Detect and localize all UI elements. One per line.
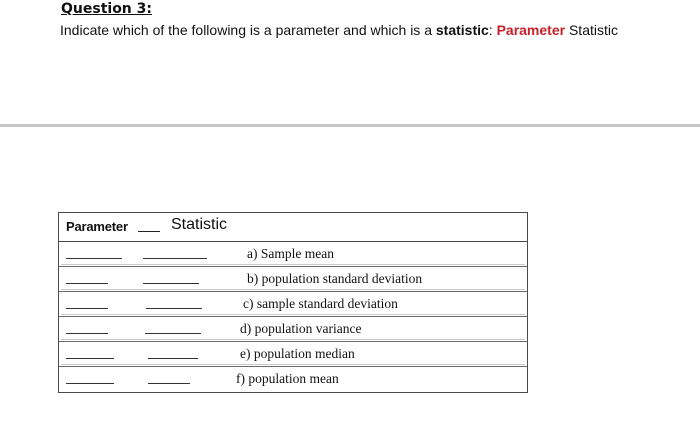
prompt-bold-statistic: statistic <box>435 22 489 38</box>
statistic-answer-blank[interactable] <box>143 258 207 259</box>
prompt-end: Statistic <box>565 22 618 38</box>
parameter-answer-blank[interactable] <box>66 383 114 384</box>
parameter-answer-blank[interactable] <box>66 333 108 334</box>
table-row <box>59 267 527 292</box>
row-item-label: d) population variance <box>240 321 362 336</box>
prompt-colon: : <box>488 22 497 38</box>
statistic-answer-blank[interactable] <box>148 358 198 359</box>
table-row <box>59 292 527 317</box>
prompt-start: Indicate which of the following is a parameter and which is a <box>60 22 436 38</box>
question-heading: Question 3: <box>61 1 152 17</box>
statistic-answer-blank[interactable] <box>143 283 199 284</box>
row-item-label: e) population median <box>240 346 355 361</box>
prompt-red-parameter: Parameter <box>496 22 566 38</box>
parameter-answer-blank[interactable] <box>66 308 108 309</box>
row-item-label: f) population mean <box>236 371 339 386</box>
question-prompt <box>60 21 618 39</box>
header-parameter-label: Parameter <box>66 219 128 234</box>
parameter-answer-blank[interactable] <box>66 258 122 259</box>
table-row <box>59 242 527 267</box>
statistic-answer-blank[interactable] <box>146 308 202 309</box>
parameter-answer-blank[interactable] <box>66 358 114 359</box>
row-item-label: c) sample standard deviation <box>243 296 398 311</box>
header-blank-line <box>138 231 160 232</box>
row-item-label: b) population standard deviation <box>247 271 423 286</box>
classification-table <box>58 212 528 393</box>
table-row <box>59 342 527 367</box>
table-row <box>59 317 527 342</box>
row-item-label: a) Sample mean <box>247 246 334 261</box>
table-row <box>59 367 527 392</box>
statistic-answer-blank[interactable] <box>148 383 190 384</box>
parameter-answer-blank[interactable] <box>66 283 108 284</box>
table-header-row <box>59 213 527 242</box>
statistic-answer-blank[interactable] <box>145 333 201 334</box>
header-statistic-label: Statistic <box>171 216 228 233</box>
section-divider <box>0 124 700 127</box>
